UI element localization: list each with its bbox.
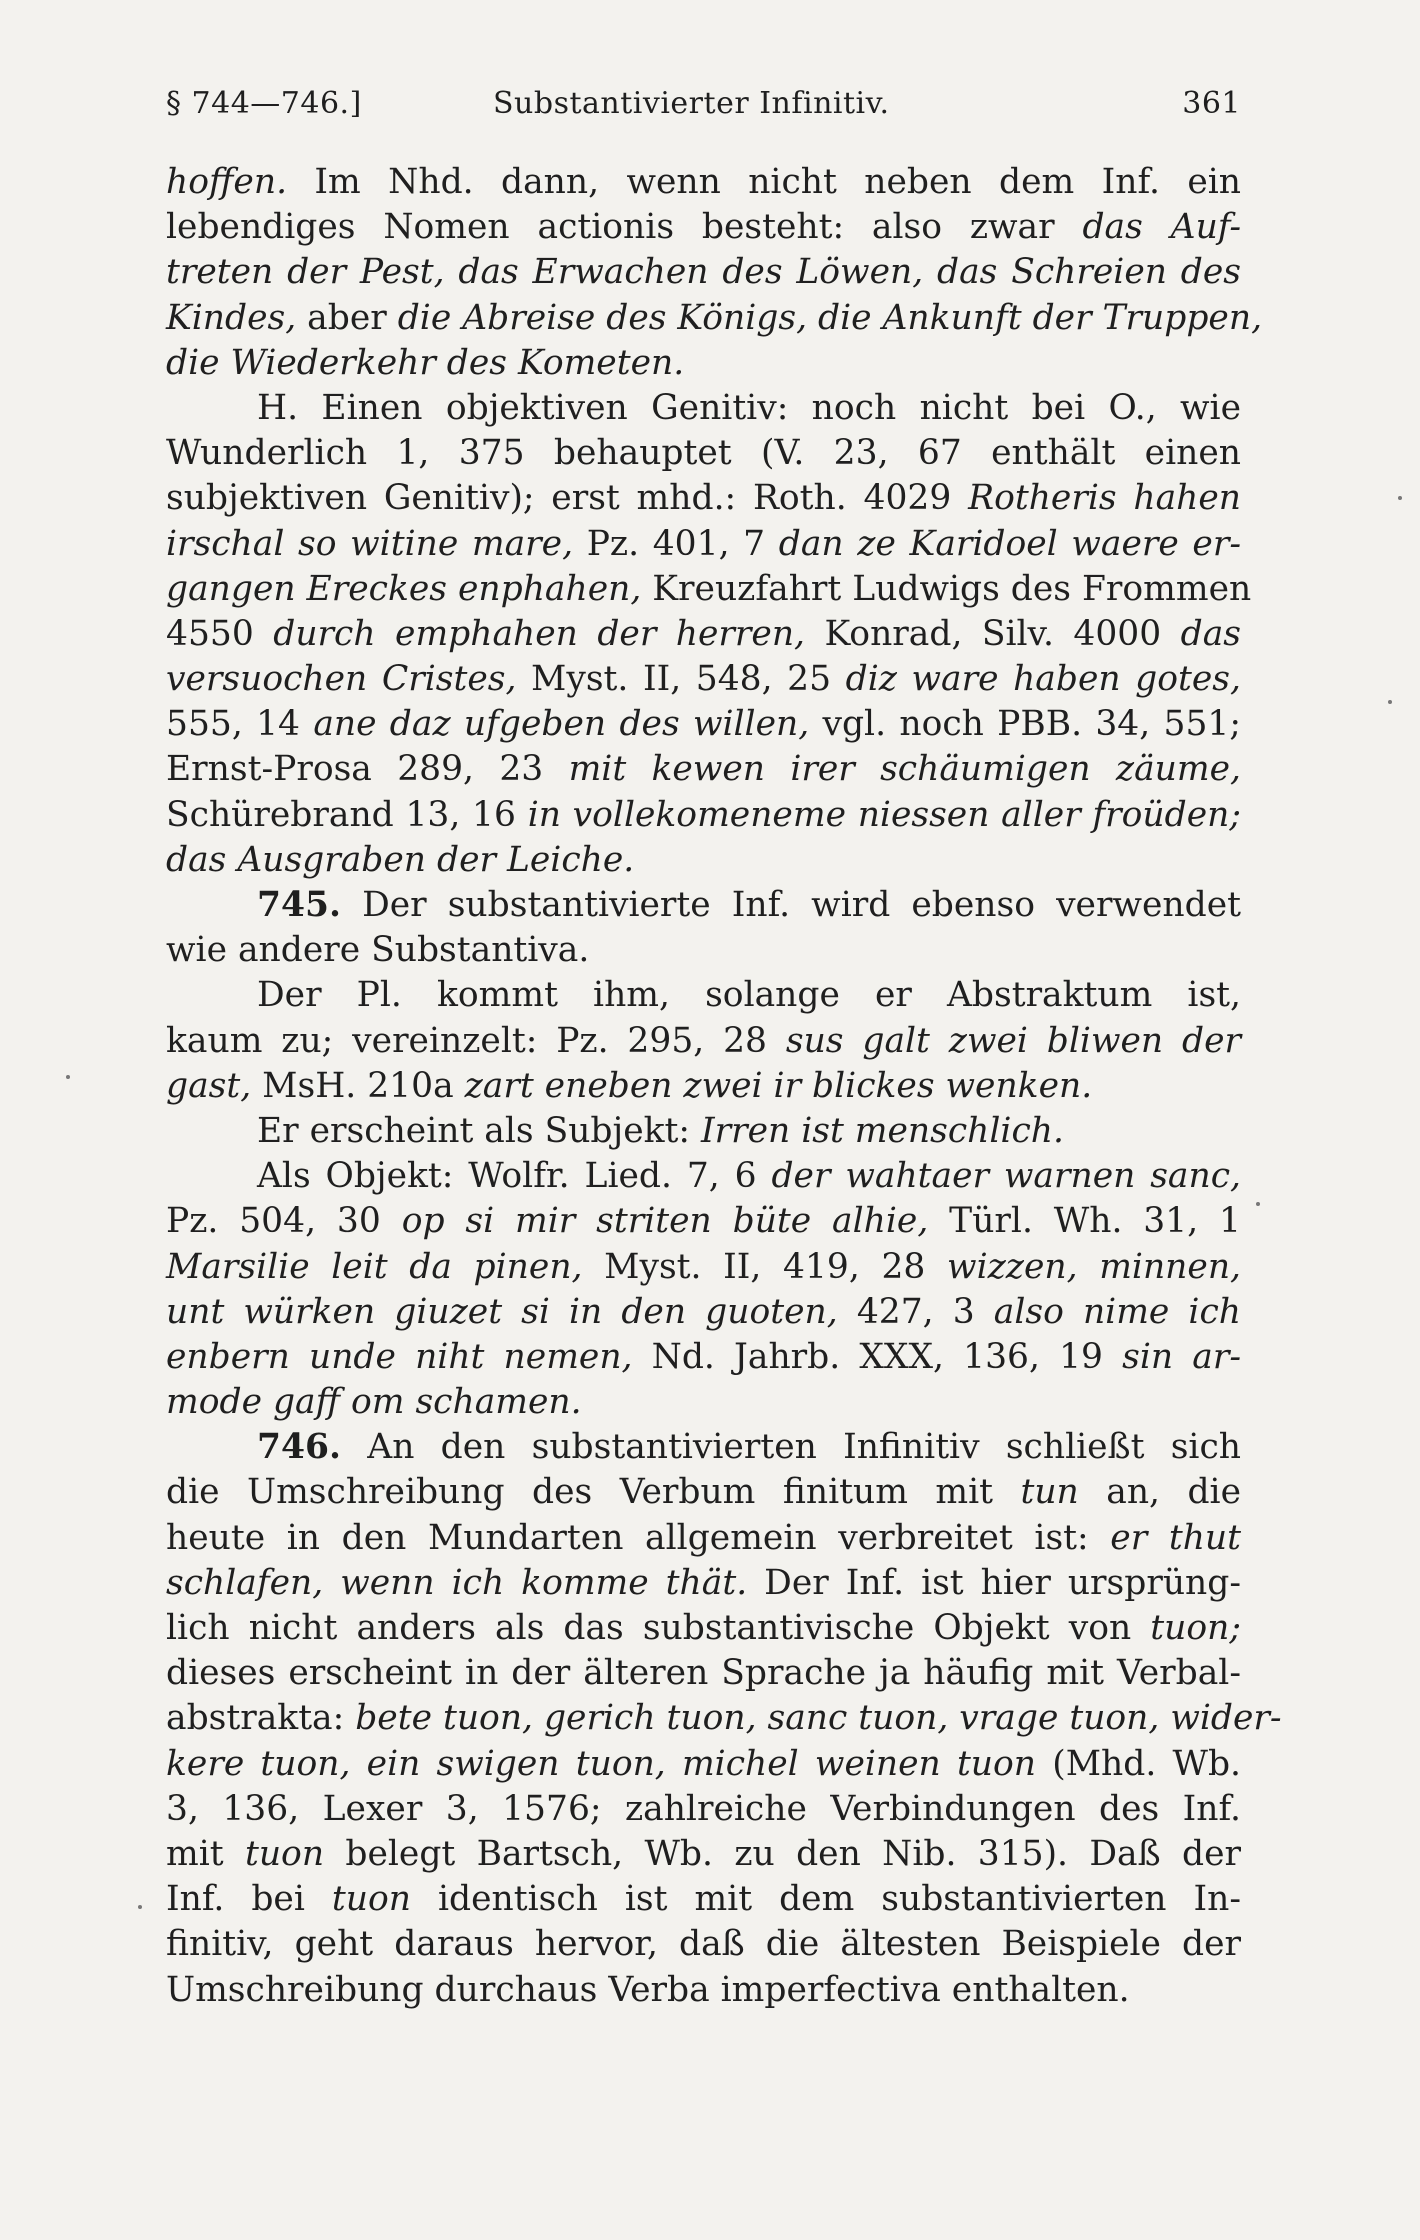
text-line — [166, 1696, 1282, 1741]
italic-text: gast, — [166, 1065, 252, 1106]
italic-text: schlafen, wenn ich komme thät. — [166, 1562, 748, 1603]
text-segment: wie andere Substantiva. — [166, 930, 590, 971]
italic-text: sus galt zwei bliwen der — [785, 1020, 1241, 1061]
text-segment: identisch ist mit dem substantivierten In- — [410, 1879, 1241, 1920]
text-segment: Pz. 504, 30 — [166, 1201, 402, 1242]
text-segment: kaum zu; vereinzelt: Pz. 295, 28 — [166, 1020, 786, 1061]
text-segment: Kreuzfahrt Ludwigs des Frommen — [641, 568, 1252, 609]
italic-text: irschal so witine mare, — [166, 523, 574, 564]
text-line — [166, 1742, 1241, 1787]
text-line — [166, 1425, 1241, 1470]
italic-text: op si mir striten büte alhie, — [401, 1201, 929, 1242]
text-segment: Der substantivierte Inf. wird ebenso verwendet — [341, 885, 1241, 925]
text-line — [166, 1199, 1241, 1244]
text-segment: Der Inf. ist hier ursprüng- — [747, 1562, 1241, 1603]
paper-speck — [1398, 496, 1402, 500]
text-line — [166, 431, 1241, 476]
text-line — [166, 1109, 1241, 1154]
italic-text: tuon; — [1150, 1608, 1241, 1648]
text-line — [166, 1290, 1241, 1335]
italic-text: treten der Pest, das Erwachen des Löwen, das Schreien des — [166, 252, 1241, 293]
text-segment: Konrad, Silv. 4000 — [805, 613, 1181, 654]
text-segment: (Mhd. Wb. — [1036, 1743, 1241, 1784]
italic-text: das Auf- — [1082, 207, 1242, 248]
italic-text: gangen Ereckes enphahen, — [166, 568, 642, 609]
italic-text: versuochen Cristes, — [166, 659, 517, 700]
italic-text: unt würken giuzet si in den guoten, — [166, 1291, 838, 1332]
text-line — [166, 296, 1263, 341]
text-segment: lebendiges Nomen actionis besteht: also zwar — [166, 207, 1083, 248]
text-line — [166, 1245, 1241, 1290]
text-segment: Als Objekt: Wolfr. Lied. 7, 6 — [257, 1156, 772, 1197]
italic-text: wizzen, minnen, — [947, 1246, 1242, 1287]
italic-text: das Ausgraben der Leiche. — [166, 839, 635, 880]
paper-speck — [1256, 1202, 1260, 1206]
section-number: 745. — [257, 885, 342, 925]
italic-text: Irren ist menschlich. — [701, 1110, 1064, 1151]
text-segment: 4550 — [166, 613, 274, 654]
italic-text: die Wiederkehr des Kometen. — [166, 342, 685, 383]
italic-text: in vollekomeneme niessen aller froüden; — [527, 794, 1241, 835]
text-segment: heute in den Mundarten allgemein verbreitet ist: — [166, 1517, 1111, 1558]
text-line — [166, 883, 1241, 928]
section-reference: § 744—746.] — [166, 86, 362, 121]
italic-text: Rotheris hahen — [968, 478, 1241, 519]
italic-text: diz ware haben gotes, — [845, 659, 1241, 700]
text-line — [166, 1922, 1241, 1967]
text-line — [166, 250, 1241, 295]
text-segment: 427, 3 — [837, 1291, 994, 1332]
italic-text: also nime ich — [993, 1291, 1242, 1332]
text-segment: Myst. II, 419, 28 — [582, 1246, 948, 1287]
text-segment: H. Einen objektiven Genitiv: noch nicht bei O., wie — [257, 387, 1241, 428]
text-segment: die Umschreibung des Verbum finitum mit — [166, 1472, 1021, 1513]
text-line — [166, 928, 1241, 973]
text-segment: an, die — [1078, 1472, 1241, 1513]
paper-speck — [138, 1905, 142, 1909]
text-line — [166, 612, 1241, 657]
text-segment: Ernst-Prosa 289, 23 — [166, 749, 569, 790]
text-segment: Türl. Wh. 31, 1 — [928, 1201, 1241, 1242]
italic-text: die Abreise des Königs, die Ankunft der Truppen, — [397, 297, 1263, 338]
text-segment: Der Pl. kommt ihm, solange er Abstraktum ist, — [257, 975, 1241, 1016]
text-line — [166, 476, 1241, 521]
italic-text: zart eneben zwei ir blickes wenken. — [464, 1065, 1093, 1106]
page-number: 361 — [1182, 86, 1241, 121]
italic-text: mit kewen irer schäumigen zäume, — [568, 749, 1241, 790]
text-segment: Myst. II, 548, 25 — [516, 659, 846, 700]
text-line — [166, 341, 1241, 386]
text-line — [166, 386, 1241, 431]
text-segment: 555, 14 — [166, 704, 314, 745]
text-line — [166, 973, 1241, 1018]
text-line — [166, 1968, 1241, 2013]
italic-text: enbern unde niht nemen, — [166, 1336, 633, 1377]
text-line — [166, 1651, 1241, 1696]
text-segment: subjektiven Genitiv); erst mhd.: Roth. 4029 — [166, 478, 969, 519]
italic-text: kere tuon, ein swigen tuon, michel weinen tuon — [166, 1743, 1037, 1784]
italic-text: der wahtaer warnen sanc, — [771, 1156, 1241, 1197]
text-line — [166, 1787, 1241, 1832]
italic-text: tuon — [244, 1833, 325, 1874]
italic-text: hoffen. — [166, 162, 288, 202]
text-line — [166, 1516, 1241, 1561]
italic-text: er thut — [1110, 1517, 1242, 1558]
text-line — [166, 160, 1241, 205]
text-line — [166, 567, 1252, 612]
text-segment: finitiv, geht daraus hervor, daß die ältesten Beispiele der — [166, 1924, 1241, 1965]
text-segment: dieses erscheint in der älteren Sprache ja häufig mit Verbal- — [166, 1653, 1241, 1694]
italic-text: mode gaff om schamen. — [166, 1382, 582, 1423]
text-line — [166, 1335, 1241, 1380]
text-line — [166, 1380, 1241, 1425]
italic-text: durch emphahen der herren, — [273, 613, 806, 654]
text-line — [166, 1019, 1241, 1064]
italic-text: Marsilie leit da pinen, — [166, 1246, 583, 1287]
italic-text: sin ar- — [1122, 1336, 1241, 1377]
text-line — [166, 522, 1241, 567]
text-segment: Wunderlich 1, 375 behauptet (V. 23, 67 enthält einen — [166, 433, 1241, 474]
italic-text: das — [1180, 613, 1241, 654]
text-line — [166, 657, 1241, 702]
italic-text: Kindes, — [166, 297, 297, 338]
italic-text: tuon — [331, 1879, 411, 1920]
text-segment: Umschreibung durchaus Verba imperfectiva enthalten. — [166, 1969, 1130, 2010]
text-segment: aber — [296, 297, 398, 338]
italic-text: bete tuon, gerich tuon, sanc tuon, vrage tuon, wider- — [355, 1698, 1282, 1739]
text-segment: belegt Bartsch, Wb. zu den Nib. 315). Daß der — [324, 1833, 1241, 1874]
text-segment: 3, 136, Lexer 3, 1576; zahlreiche Verbindungen des Inf. — [166, 1788, 1241, 1829]
text-line — [166, 1561, 1241, 1606]
text-line — [166, 793, 1241, 838]
text-line — [166, 1832, 1241, 1877]
text-line — [166, 1154, 1241, 1199]
text-line — [166, 1064, 1241, 1109]
text-line — [166, 1606, 1241, 1651]
text-segment: Inf. bei — [166, 1879, 332, 1920]
text-segment: lich nicht anders als das substantivische Objekt von — [166, 1608, 1151, 1648]
text-segment: Er erscheint als Subjekt: — [257, 1110, 701, 1151]
running-title: Substantivierter Infinitiv. — [493, 86, 890, 121]
paper-speck — [1388, 700, 1392, 704]
running-header — [166, 76, 1241, 134]
text-segment: Schürebrand 13, 16 — [166, 794, 528, 835]
text-segment: An den substantivierten Infinitiv schließt sich — [341, 1427, 1241, 1468]
text-segment: vgl. noch PBB. 34, 551; — [809, 704, 1241, 745]
italic-text: dan ze Karidoel waere er- — [778, 523, 1242, 564]
text-line — [166, 205, 1241, 250]
italic-text: ane daz ufgeben des willen, — [313, 704, 810, 745]
italic-text: tun — [1020, 1472, 1079, 1513]
text-segment: Im Nhd. dann, wenn nicht neben dem Inf. ein — [287, 162, 1241, 202]
text-segment: Nd. Jahrb. XXX, 136, 19 — [632, 1336, 1123, 1377]
text-line — [166, 1877, 1241, 1922]
text-line — [166, 1470, 1241, 1515]
text-segment: Pz. 401, 7 — [573, 523, 779, 564]
text-segment: mit — [166, 1833, 245, 1874]
text-line — [166, 747, 1241, 792]
text-line — [166, 702, 1241, 747]
text-segment: abstrakta: — [166, 1698, 356, 1739]
paper-speck — [66, 1075, 70, 1079]
text-line — [166, 838, 1241, 883]
body-text — [166, 160, 1282, 2013]
section-number: 746. — [257, 1427, 342, 1468]
text-segment: MsH. 210a — [251, 1065, 465, 1106]
